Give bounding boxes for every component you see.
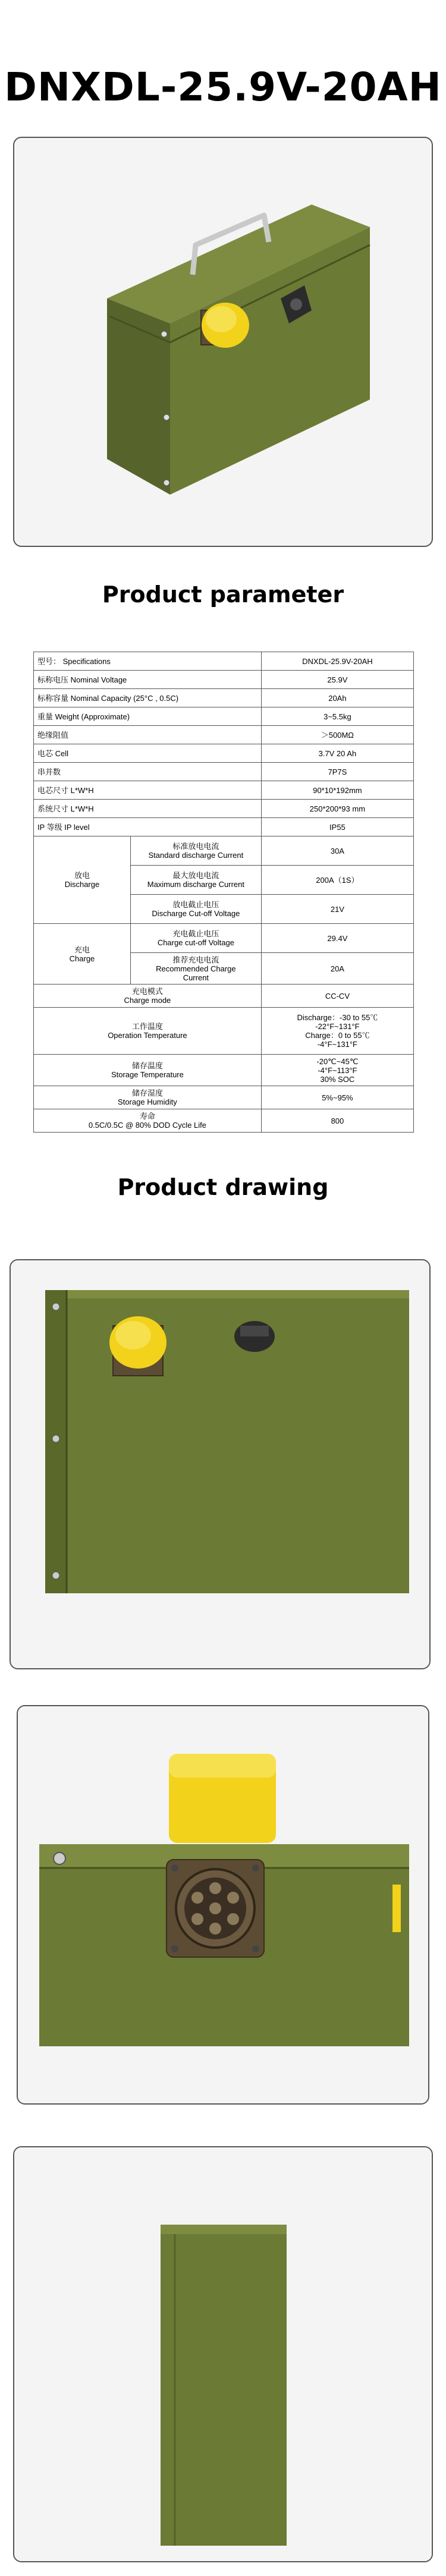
battery-front-view bbox=[11, 1260, 431, 1669]
table-cell: 型号： Specifications bbox=[34, 652, 262, 671]
table-cell: 800 bbox=[261, 1109, 413, 1133]
table-row bbox=[34, 818, 414, 836]
table-cell: 储存温度 Storage Temperature bbox=[34, 1055, 262, 1086]
screw-icon bbox=[54, 1852, 65, 1864]
table-cell: 绝缘阻值 bbox=[34, 726, 262, 744]
table-cell: 20Ah bbox=[261, 689, 413, 707]
screw-icon bbox=[52, 1435, 59, 1442]
table-cell: 重量 Weight (Approximate) bbox=[34, 707, 262, 726]
table-row bbox=[34, 836, 414, 866]
table-row bbox=[34, 1008, 414, 1055]
table-row bbox=[34, 781, 414, 800]
battery-left-face bbox=[107, 298, 170, 495]
table-cell: 30A bbox=[261, 836, 413, 866]
screw-icon bbox=[164, 414, 169, 420]
pin-icon bbox=[191, 1913, 203, 1925]
table-cell: 推荐充电电流 Recommended Charge Current bbox=[130, 953, 261, 985]
table-row bbox=[34, 689, 414, 707]
table-row bbox=[34, 744, 414, 763]
table-row bbox=[34, 726, 414, 744]
table-cell: 充电截止电压 Charge cut-off Voltage bbox=[130, 924, 261, 953]
table-cell: IP55 bbox=[261, 818, 413, 836]
table-cell: CC-CV bbox=[261, 985, 413, 1008]
table-cell: 寿命 0.5C/0.5C @ 80% DOD Cycle Life bbox=[34, 1109, 262, 1133]
table-cell: 放电 Discharge bbox=[34, 836, 131, 924]
pin-icon bbox=[227, 1913, 239, 1925]
table-cell: 充电 Charge bbox=[34, 924, 131, 985]
table-cell: Discharge：-30 to 55℃ -22°F~131°F Charge：0 to 55℃ -4°F~131°F bbox=[261, 1008, 413, 1055]
table-row bbox=[34, 652, 414, 671]
table-cell: IP 等级 IP level bbox=[34, 818, 262, 836]
table-cell: ＞500MΩ bbox=[261, 726, 413, 744]
screw-icon bbox=[164, 480, 169, 486]
battery-box-photo bbox=[14, 138, 433, 547]
table-cell: 充电模式 Charge mode bbox=[34, 985, 262, 1008]
table-cell: 储存湿度 Storage Humidity bbox=[34, 1086, 262, 1109]
connector-closeup-frame bbox=[17, 1705, 429, 2105]
table-cell: 29.4V bbox=[261, 924, 413, 953]
pin-icon bbox=[209, 1902, 221, 1914]
table-row bbox=[34, 1109, 414, 1133]
table-cell: DNXDL-25.9V-20AH bbox=[261, 652, 413, 671]
parameter-heading: Product parameter bbox=[102, 581, 344, 608]
table-row bbox=[34, 707, 414, 726]
pin-icon bbox=[209, 1882, 221, 1894]
table-cell: 标称容量 Nominal Capacity (25°C , 0.5C) bbox=[34, 689, 262, 707]
table-cell: 7P7S bbox=[261, 763, 413, 781]
table-cell: 标准放电电流 Standard discharge Current bbox=[130, 836, 261, 866]
table-cell: 5%~95% bbox=[261, 1086, 413, 1109]
front-view-frame bbox=[10, 1259, 431, 1669]
table-cell: 系统尺寸 L*W*H bbox=[34, 800, 262, 818]
table-row bbox=[34, 1086, 414, 1109]
drawing-heading: Product drawing bbox=[117, 1174, 329, 1200]
screw-icon bbox=[52, 1303, 59, 1310]
table-cell: 3~5.5kg bbox=[261, 707, 413, 726]
table-cell: 最大放电电流 Maximum discharge Current bbox=[130, 866, 261, 895]
pin-icon bbox=[191, 1892, 203, 1904]
table-cell: 21V bbox=[261, 895, 413, 924]
product-title: DNXDL-25.9V-20AH bbox=[4, 64, 442, 110]
pin-icon bbox=[227, 1892, 239, 1904]
product-photo-frame bbox=[13, 137, 433, 547]
table-cell: 电芯尺寸 L*W*H bbox=[34, 781, 262, 800]
table-row bbox=[34, 924, 414, 953]
table-cell: 25.9V bbox=[261, 671, 413, 689]
spec-table bbox=[33, 652, 414, 1133]
table-row bbox=[34, 671, 414, 689]
table-cell: 放电截止电压 Discharge Cut-off Voltage bbox=[130, 895, 261, 924]
screw-icon bbox=[52, 1572, 59, 1579]
table-cell: -20℃~45℃ -4°F~113°F 30% SOC bbox=[261, 1055, 413, 1086]
table-row bbox=[34, 763, 414, 781]
table-cell: 200A（1S） bbox=[261, 866, 413, 895]
table-row bbox=[34, 800, 414, 818]
table-cell: 20A bbox=[261, 953, 413, 985]
screw-icon bbox=[161, 331, 167, 337]
table-row bbox=[34, 1055, 414, 1086]
battery-side-view bbox=[14, 2147, 433, 2562]
table-row bbox=[34, 985, 414, 1008]
table-cell: 工作温度 Operation Temperature bbox=[34, 1008, 262, 1055]
table-cell: 3.7V 20 Ah bbox=[261, 744, 413, 763]
table-cell: 电芯 Cell bbox=[34, 744, 262, 763]
connector-closeup bbox=[18, 1706, 429, 2105]
table-cell: 标称电压 Nominal Voltage bbox=[34, 671, 262, 689]
pin-icon bbox=[209, 1923, 221, 1935]
battery-side-panel bbox=[161, 2225, 287, 2546]
table-cell: 250*200*93 mm bbox=[261, 800, 413, 818]
table-cell: 90*10*192mm bbox=[261, 781, 413, 800]
table-cell: 串并数 bbox=[34, 763, 262, 781]
side-view-frame bbox=[13, 2146, 433, 2562]
